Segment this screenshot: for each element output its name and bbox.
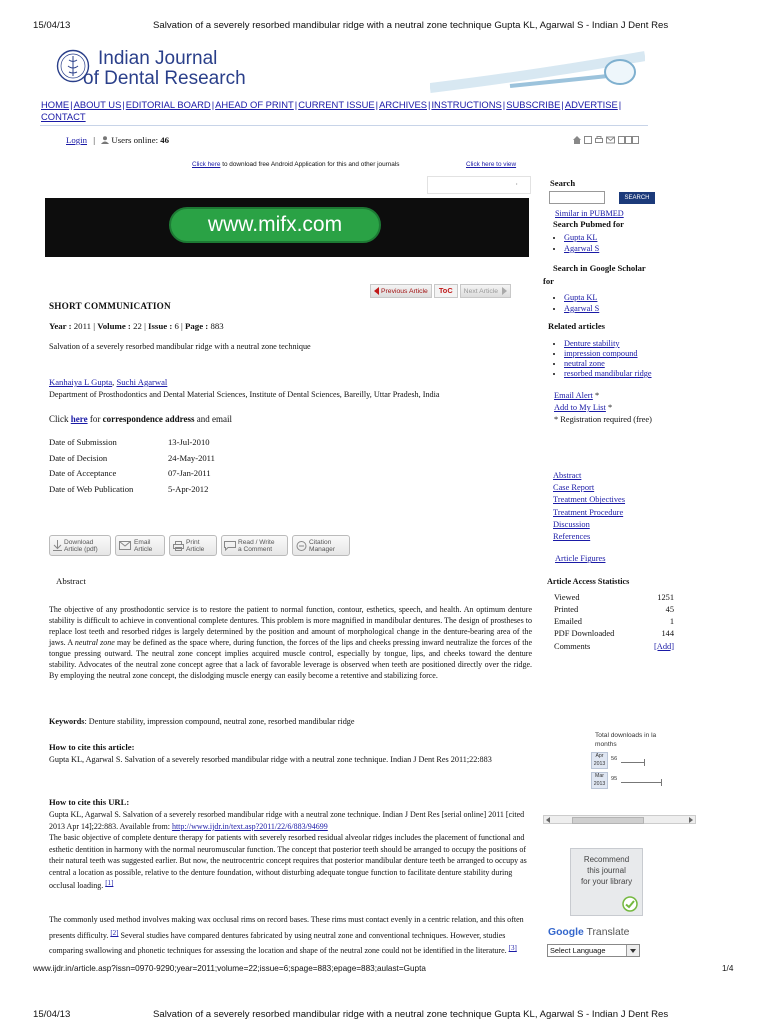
arrow-right-icon <box>502 287 507 295</box>
correspondence-for: for <box>89 414 101 424</box>
downloads-month-label <box>591 752 608 769</box>
related-link-resorbed-ridge[interactable]: resorbed mandibular ridge <box>564 369 652 378</box>
toc-link-discussion[interactable]: Discussion <box>553 519 590 529</box>
author-link-gupta[interactable]: Kanhaiya L Gupta <box>49 377 113 387</box>
stats-table <box>554 591 674 652</box>
google-logo-text: Google <box>548 927 584 938</box>
tool-line2: Article <box>186 545 205 553</box>
translate-label: Translate <box>586 927 630 938</box>
tool-line2: a Comment <box>238 545 273 553</box>
stat-value: 144 <box>661 629 674 639</box>
nav-archives[interactable]: ARCHIVES <box>379 99 427 110</box>
stat-value: 1 <box>669 617 674 627</box>
ad-dot-icon: · <box>515 180 518 189</box>
nav-home[interactable]: HOME <box>41 99 70 110</box>
downloads-year: 2013 <box>593 780 606 787</box>
checkmark-icon <box>622 896 638 912</box>
authors-separator: , <box>112 377 115 387</box>
correspondence-here-link[interactable]: here <box>70 414 88 424</box>
date-label: Date of Submission <box>49 437 117 447</box>
sidebar-scrollbar[interactable] <box>543 815 696 824</box>
ad-banner-url: www.mifx.com <box>207 213 343 236</box>
date-value: 5-Apr-2012 <box>168 483 209 494</box>
downloads-bar-end <box>644 759 645 766</box>
article-authors <box>49 377 167 387</box>
google-logo <box>548 927 584 938</box>
print-date: 15/04/13 <box>33 20 71 31</box>
issue-value: 6 <box>174 321 179 331</box>
downloads-title-line2: months <box>595 740 617 748</box>
volume-label: Volume : <box>97 321 131 331</box>
login-link[interactable]: Login <box>66 135 88 145</box>
android-promo-text: to download free Android Application for this and other journals <box>222 161 400 168</box>
userbar <box>66 135 169 145</box>
scrollbar-thumb[interactable] <box>572 817 644 824</box>
date-value: 07-Jan-2011 <box>168 468 211 478</box>
downloads-year: 2013 <box>593 760 606 767</box>
ad-widget-box <box>427 176 531 194</box>
stat-label: Viewed <box>554 592 580 602</box>
similar-in-pubmed-link[interactable]: Similar in PUBMED <box>555 209 624 218</box>
tool-line1: Email <box>134 538 151 546</box>
chevron-down-icon <box>626 945 639 956</box>
issue-label: Issue : <box>148 321 173 331</box>
recommend-journal-button[interactable] <box>570 848 643 916</box>
cite-url-text: Gupta KL, Agarwal S. Salvation of a severely resorbed mandibular ridge with a neutral zone technique. Indian J Dent Res [serial online] 2011 [cited 2013 Apr 14];22:883. Available from: <box>49 810 525 831</box>
promo-view <box>466 161 516 168</box>
main-nav: HOME|ABOUT US|EDITORIAL BOARD|AHEAD OF PRINT|CURRENT ISSUE|ARCHIVES|INSTRUCTIONS|SUBSCRIBE|ADVERTISE| CONTACT <box>41 99 622 122</box>
previous-article-label: Previous Article <box>381 287 428 295</box>
scholar-heading: Search in Google Scholar <box>553 263 646 273</box>
reference-link[interactable]: [3] <box>508 944 517 953</box>
abstract-part-b: may be defined as the space where, during function, the forces of the lips and cheeks pressing inward neutralize the forces of the tongue pressing outward. The neutral zone concept implies acquired muscle control, especially by tongue, lips, and cheeks toward the denture stability. Advocates of the neutral zone concept agree that a lack of favorable leverage is observed when teeth are positioned directly over the ridge. By employing the neutral zone concept, the dislodging muscle energy can easily become a retentive and stabilizing force. <box>49 637 533 680</box>
print-icon[interactable] <box>595 136 603 144</box>
download-pdf-button[interactable] <box>49 535 111 556</box>
date-value: 24-May-2011 <box>168 452 215 463</box>
users-icon <box>101 136 109 144</box>
download-icon <box>50 540 64 551</box>
nav-subscribe[interactable]: SUBSCRIBE <box>506 99 561 110</box>
volume-value: 22 <box>133 321 142 331</box>
nav-advertise[interactable]: ADVERTISE <box>564 99 618 110</box>
language-select-value: Select Language <box>550 946 606 955</box>
downloads-bar-end <box>661 779 662 786</box>
abstract-text <box>49 605 532 682</box>
tool-line1: Print <box>186 538 200 546</box>
reference-link[interactable]: [2] <box>110 928 119 937</box>
reference-link[interactable]: [1] <box>105 879 114 887</box>
table-row <box>554 591 674 603</box>
toc-link-case-report[interactable]: Case Report <box>553 483 595 493</box>
print-page-number: 1/4 <box>722 964 734 973</box>
home-icon[interactable] <box>573 136 581 144</box>
downloads-month: Mar <box>595 773 604 779</box>
article-figures-link[interactable]: Article Figures <box>555 554 606 564</box>
abstract-heading: Abstract <box>56 576 86 586</box>
correspondence-suffix: and email <box>196 414 232 424</box>
nav-about-us[interactable]: ABOUT US <box>73 99 122 110</box>
downloads-month-label <box>591 772 608 789</box>
scroll-right-icon[interactable] <box>689 817 693 823</box>
next-article-label: Next Article <box>463 287 499 295</box>
year-value: 2011 <box>73 321 92 331</box>
article-nav <box>370 284 511 298</box>
tool-line2: Article (pdf) <box>64 545 98 553</box>
related-link-neutral-zone[interactable]: neutral zone <box>564 359 605 368</box>
users-online-label: Users online: <box>111 135 159 145</box>
email-icon[interactable] <box>606 136 615 144</box>
downloads-row <box>591 772 694 790</box>
correspondence-line <box>49 414 232 424</box>
abstract-part-a: The objective of any prosthodontic service is to restore the patient to normal function, contour, esthetics, speech, and health. An optimum denture stability is difficult to achieve in conventional complete dentures. This problem is more magnified in mandibular dentures. The design of prostheses to replace lost teeth and resorbed ridges is largely determined by the position and amount of morphological change in the denture-bearing area of the jaws. A <box>49 605 532 647</box>
recommend-line3: for your library <box>580 877 633 886</box>
journal-name-line1: Indian Journal <box>98 48 218 69</box>
tool-line1: Citation <box>309 538 332 546</box>
language-select[interactable] <box>547 944 640 957</box>
print-article-button[interactable] <box>169 535 217 556</box>
downloads-title-line1: Total downloads in la <box>595 732 657 739</box>
ad-banner-text <box>169 207 381 243</box>
dental-mirror-graphic <box>430 28 645 96</box>
cite-url-block <box>49 809 535 892</box>
stat-value: 1251 <box>657 592 674 602</box>
page-value: 883 <box>210 321 224 331</box>
comment-icon <box>222 541 238 551</box>
toc-button[interactable] <box>434 284 458 298</box>
search-input[interactable] <box>549 191 605 204</box>
email-article-button[interactable] <box>115 535 165 556</box>
cite-heading: How to cite this article: <box>49 742 135 752</box>
downloads-month: Apr <box>595 753 604 759</box>
toc-label: ToC <box>438 286 453 295</box>
body-paragraph-2b: Several studies have compared dentures fabricated by using neutral zone and conventional techniques. However, studies comparing swallowing and phonetic techniques for assessing the location and shape of the neutral zone could not be identified in the literature. <box>49 930 507 956</box>
related-heading: Related articles <box>548 321 606 331</box>
next-page-date: 15/04/13 <box>33 1009 71 1020</box>
scroll-left-icon[interactable] <box>546 817 550 823</box>
keywords-label: Keywords <box>49 717 85 726</box>
downloads-title <box>595 732 695 749</box>
arrow-left-icon <box>374 287 379 295</box>
ad-banner[interactable] <box>45 198 529 257</box>
body-paragraph-2a: The commonly used method involves making wax occlusal rims on record bases. These rims must contact evenly in a centric relation, and this often presents difficulty. <box>49 915 524 940</box>
tool-line1: Read / Write <box>238 538 275 546</box>
toc-link-abstract[interactable]: Abstract <box>553 471 582 480</box>
android-promo <box>192 161 399 168</box>
downloads-bar <box>621 762 644 763</box>
abstract-emphasis: neutral zone <box>74 637 115 647</box>
stat-value: 45 <box>665 605 674 614</box>
registration-note: * Registration required (free) <box>554 415 652 424</box>
stat-label: Emailed <box>554 617 582 627</box>
cite-text: Gupta KL, Agarwal S. Salvation of a severely resorbed mandibular ridge with a neutral zone technique. Indian J Dent Res 2011;22:883 <box>49 755 492 764</box>
userbar-separator: | <box>93 135 95 145</box>
downloads-value: 56 <box>611 756 618 762</box>
recommend-line1: Recommend <box>583 855 630 864</box>
toc-link-treatment-objectives[interactable]: Treatment Objectives <box>553 495 626 505</box>
toc-link-treatment-procedure[interactable]: Treatment Procedure <box>553 507 624 517</box>
pubmed-heading: Search Pubmed for <box>553 219 624 229</box>
article-section: SHORT COMMUNICATION <box>49 301 171 311</box>
page-label: Page : <box>185 321 209 331</box>
read-write-comment-button[interactable] <box>221 535 288 556</box>
downloads-row <box>591 752 694 770</box>
cite-url-link[interactable]: http://www.ijdr.in/text.asp?2011/22/6/883/94699 <box>171 821 328 831</box>
article-meta: Year : 2011 | Volume : 22 | Issue : 6 | Page : 883 <box>49 321 224 331</box>
body-paragraph-1: The basic objective of complete denture therapy for patients with severely resorbed residual alveolar ridges includes the placement of functional and esthetic dentition in harmony with the normal neuromuscular function. The concept that posterior teeth should be arranged to occupy the positions of their natural teeth was suggested earlier. But now, the neutrocentric concept requires that posterior mandibular denture teeth be arranged to occupy as central a location as possible, relative to the denture foundation, without disturbing adequate tongue function to facilitate denture stability during occlusal loading. <box>49 833 527 890</box>
table-row <box>49 453 215 469</box>
cite-url-heading: How to cite this URL: <box>49 797 130 807</box>
pubmed-link-agarwal[interactable]: Agarwal S <box>564 244 600 253</box>
nav-divider <box>40 125 648 126</box>
pubmed-link-gupta[interactable]: Gupta KL <box>564 233 598 242</box>
keywords-text: : Denture stability, impression compound, neutral zone, resorbed mandibular ridge <box>84 717 355 726</box>
related-link-denture-stability[interactable]: Denture stability <box>564 339 620 348</box>
add-to-my-list-link[interactable]: Add to My List <box>554 403 606 412</box>
dates-table <box>49 437 215 499</box>
share-icons <box>573 136 640 144</box>
table-row <box>554 628 674 640</box>
click-here-to-view-link[interactable]: Click here to view <box>466 161 517 168</box>
date-label: Date of Decision <box>49 452 108 463</box>
correspondence-prefix: Click <box>49 414 69 424</box>
nav-editorial-board[interactable]: EDITORIAL BOARD <box>125 99 211 110</box>
date-label: Date of Acceptance <box>49 468 117 478</box>
article-title: Salvation of a severely resorbed mandibular ridge with a neutral zone technique <box>49 342 311 351</box>
next-page-title: Salvation of a severely resorbed mandibular ridge with a neutral zone technique Gupta KL, Agarwal S - Indian J Dent Res <box>153 1009 669 1020</box>
scholar-link-agarwal[interactable]: Agarwal S <box>564 304 600 313</box>
tool-line1: Download <box>64 538 94 546</box>
users-online-count: 46 <box>160 135 170 145</box>
print-title: Salvation of a severely resorbed mandibular ridge with a neutral zone technique Gupta KL, Agarwal S - Indian J Dent Res <box>153 20 669 31</box>
toc-link-references[interactable]: References <box>553 532 591 542</box>
table-row <box>49 468 215 484</box>
nav-ahead-of-print[interactable]: AHEAD OF PRINT <box>215 99 294 110</box>
mobile-icon[interactable] <box>584 136 592 144</box>
android-click-here-link[interactable]: Click here <box>192 161 221 168</box>
search-heading: Search <box>550 178 576 188</box>
year-label: Year : <box>49 321 72 331</box>
article-tools <box>49 535 350 556</box>
journal-name-line2: of Dental Research <box>83 68 246 89</box>
table-row <box>49 437 215 453</box>
nav-current-issue[interactable]: CURRENT ISSUE <box>298 99 375 110</box>
stat-label: PDF Downloaded <box>554 629 615 639</box>
body-paragraph-2 <box>49 914 535 959</box>
email-icon <box>116 541 134 550</box>
email-alert-link[interactable]: Email Alert <box>554 391 593 400</box>
sidebar <box>543 178 693 652</box>
keywords-line <box>49 717 355 726</box>
date-value: 13-Jul-2010 <box>168 437 210 447</box>
search-button[interactable]: SEARCH <box>619 192 655 204</box>
font-size-icon[interactable] <box>618 136 640 144</box>
stats-heading: Article Access Statistics <box>547 577 630 587</box>
table-row <box>554 603 674 615</box>
table-row <box>49 484 215 500</box>
tool-line2: Article <box>134 545 153 553</box>
downloads-value: 95 <box>611 776 618 782</box>
scholar-link-gupta[interactable]: Gupta KL <box>564 293 598 302</box>
citation-manager-button[interactable] <box>292 535 350 556</box>
date-label: Date of Web Publication <box>49 483 134 494</box>
tool-line2: Manager <box>309 545 336 553</box>
print-icon <box>170 541 186 551</box>
next-article-button[interactable] <box>460 284 511 298</box>
add-to-list-star: * <box>607 403 613 412</box>
recommend-line2: this journal <box>587 866 626 875</box>
downloads-chart <box>591 752 694 792</box>
email-alert-star: * <box>594 391 600 400</box>
scholar-heading-for: for <box>543 276 554 286</box>
correspondence-address-label: correspondence address <box>102 414 195 424</box>
add-comment-link[interactable]: [Add] <box>653 641 674 651</box>
print-url: www.ijdr.in/article.asp?issn=0970-9290;year=2011;volume=22;issue=6;spage=883;epage=883;aulast=Gupta <box>33 964 426 973</box>
previous-article-button[interactable] <box>370 284 432 298</box>
stat-label: Comments <box>554 641 591 651</box>
citation-icon <box>293 541 309 551</box>
article-affiliation: Department of Prosthodontics and Dental Material Sciences, Institute of Dental Sciences, Bareilly, Uttar Pradesh, India <box>49 390 440 399</box>
author-link-agarwal[interactable]: Suchi Agarwal <box>116 377 168 387</box>
related-link-impression-compound[interactable]: impression compound <box>564 349 638 358</box>
table-row <box>554 616 674 628</box>
stat-label: Printed <box>554 605 579 614</box>
downloads-bar <box>621 782 661 783</box>
table-row <box>554 640 674 652</box>
google-translate <box>548 927 629 938</box>
nav-contact[interactable]: CONTACT <box>41 110 86 122</box>
nav-instructions[interactable]: INSTRUCTIONS <box>431 99 502 110</box>
